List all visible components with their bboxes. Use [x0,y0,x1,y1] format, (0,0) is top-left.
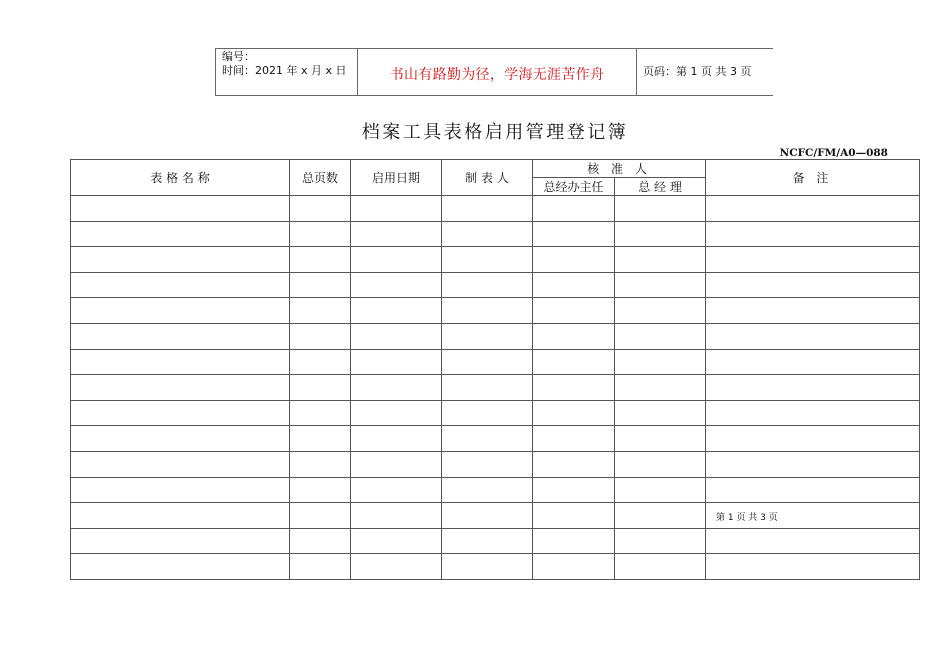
cell-manager [615,451,706,477]
cell-form-name [71,323,290,349]
cell-form-name [71,247,290,273]
cell-manager [615,247,706,273]
cell-form-name [71,477,290,503]
register-table [70,159,920,580]
cell-director [533,375,615,401]
cell-creator [442,451,533,477]
cell-form-name [71,196,290,222]
cell-start-date [351,554,442,580]
cell-total-pages [290,503,351,529]
cell-director [533,196,615,222]
cell-form-name [71,400,290,426]
cell-total-pages [290,298,351,324]
number-label: 编号： [222,50,255,63]
table-row [71,349,920,375]
cell-form-name [71,298,290,324]
cell-creator [442,503,533,529]
cell-manager [615,528,706,554]
cell-remarks [706,298,920,324]
cell-director [533,426,615,452]
table-row [71,221,920,247]
table-row [71,477,920,503]
cell-creator [442,247,533,273]
cell-start-date [351,503,442,529]
cell-director [533,503,615,529]
cell-manager [615,323,706,349]
motto-text: 书山有路勤为径，学海无涯苦作舟 [389,67,605,83]
cell-start-date [351,400,442,426]
cell-manager [615,272,706,298]
cell-creator [442,323,533,349]
table-row [71,554,920,580]
cell-creator [442,554,533,580]
table-row [71,375,920,401]
cell-director [533,272,615,298]
cell-form-name [71,554,290,580]
cell-creator [442,400,533,426]
cell-creator [442,196,533,222]
cell-form-name [71,375,290,401]
cell-manager [615,349,706,375]
header-general-office-director: 总经办主任 [533,178,615,196]
cell-director [533,554,615,580]
cell-manager [615,375,706,401]
cell-form-name [71,451,290,477]
cell-director [533,451,615,477]
cell-start-date [351,528,442,554]
cell-remarks [706,272,920,298]
cell-form-name [71,426,290,452]
document-code: NCFC/FM/A0—088 [779,147,888,159]
cell-total-pages [290,375,351,401]
table-row [71,426,920,452]
cell-remarks [706,400,920,426]
cell-creator [442,349,533,375]
time-label: 时间：2021 年 x 月 x 日 [222,64,347,77]
table-row [71,451,920,477]
cell-total-pages [290,196,351,222]
cell-start-date [351,323,442,349]
cell-start-date [351,247,442,273]
cell-remarks [706,247,920,273]
cell-remarks [706,221,920,247]
cell-total-pages [290,221,351,247]
cell-manager [615,426,706,452]
cell-director [533,323,615,349]
cell-start-date [351,298,442,324]
document-title: 档案工具表格启用管理登记簿 [361,122,629,143]
cell-director [533,477,615,503]
page-cell [637,49,773,95]
header-total-pages: 总页数 [290,160,351,196]
cell-form-name [71,503,290,529]
cell-director [533,298,615,324]
motto-cell [358,49,637,95]
cell-total-pages [290,451,351,477]
cell-director [533,221,615,247]
cell-form-name [71,349,290,375]
table-row [71,528,920,554]
cell-creator [442,477,533,503]
cell-manager [615,196,706,222]
table-row [71,247,920,273]
cell-manager [615,400,706,426]
cell-creator [442,375,533,401]
cell-creator [442,528,533,554]
document-header-bar [215,48,773,96]
cell-remarks [706,451,920,477]
header-start-date: 启用日期 [351,160,442,196]
cell-manager [615,477,706,503]
cell-manager [615,503,706,529]
number-time-cell [215,49,358,95]
cell-remarks [706,323,920,349]
cell-total-pages [290,477,351,503]
table-header-row [71,160,920,178]
table-row [71,272,920,298]
cell-remarks [706,196,920,222]
footer-page-indicator: 第 1 页 共 3 页 [716,513,778,523]
cell-remarks [706,375,920,401]
cell-total-pages [290,323,351,349]
cell-total-pages [290,528,351,554]
cell-form-name [71,272,290,298]
header-creator: 制 表 人 [442,160,533,196]
cell-remarks [706,554,920,580]
cell-total-pages [290,400,351,426]
cell-total-pages [290,272,351,298]
cell-manager [615,554,706,580]
cell-creator [442,298,533,324]
cell-remarks [706,426,920,452]
header-form-name: 表 格 名 称 [71,160,290,196]
cell-director [533,349,615,375]
cell-start-date [351,451,442,477]
page-indicator: 页码：第 1 页 共 3 页 [643,65,752,78]
cell-total-pages [290,554,351,580]
cell-start-date [351,426,442,452]
table-row [71,196,920,222]
table-row [71,298,920,324]
cell-creator [442,426,533,452]
cell-total-pages [290,247,351,273]
cell-remarks [706,349,920,375]
cell-manager [615,298,706,324]
cell-start-date [351,196,442,222]
cell-creator [442,272,533,298]
cell-start-date [351,272,442,298]
cell-director [533,400,615,426]
header-general-manager: 总 经 理 [615,178,706,196]
cell-remarks [706,528,920,554]
cell-start-date [351,477,442,503]
cell-total-pages [290,426,351,452]
cell-director [533,247,615,273]
cell-form-name [71,528,290,554]
cell-start-date [351,349,442,375]
cell-director [533,528,615,554]
cell-creator [442,221,533,247]
cell-remarks [706,477,920,503]
header-remarks: 备 注 [706,160,920,196]
cell-manager [615,221,706,247]
cell-start-date [351,375,442,401]
table-row [71,323,920,349]
cell-total-pages [290,349,351,375]
header-approver: 核 准 人 [533,160,706,178]
cell-form-name [71,221,290,247]
table-row [71,503,920,529]
table-body [71,196,920,580]
cell-start-date [351,221,442,247]
table-row [71,400,920,426]
